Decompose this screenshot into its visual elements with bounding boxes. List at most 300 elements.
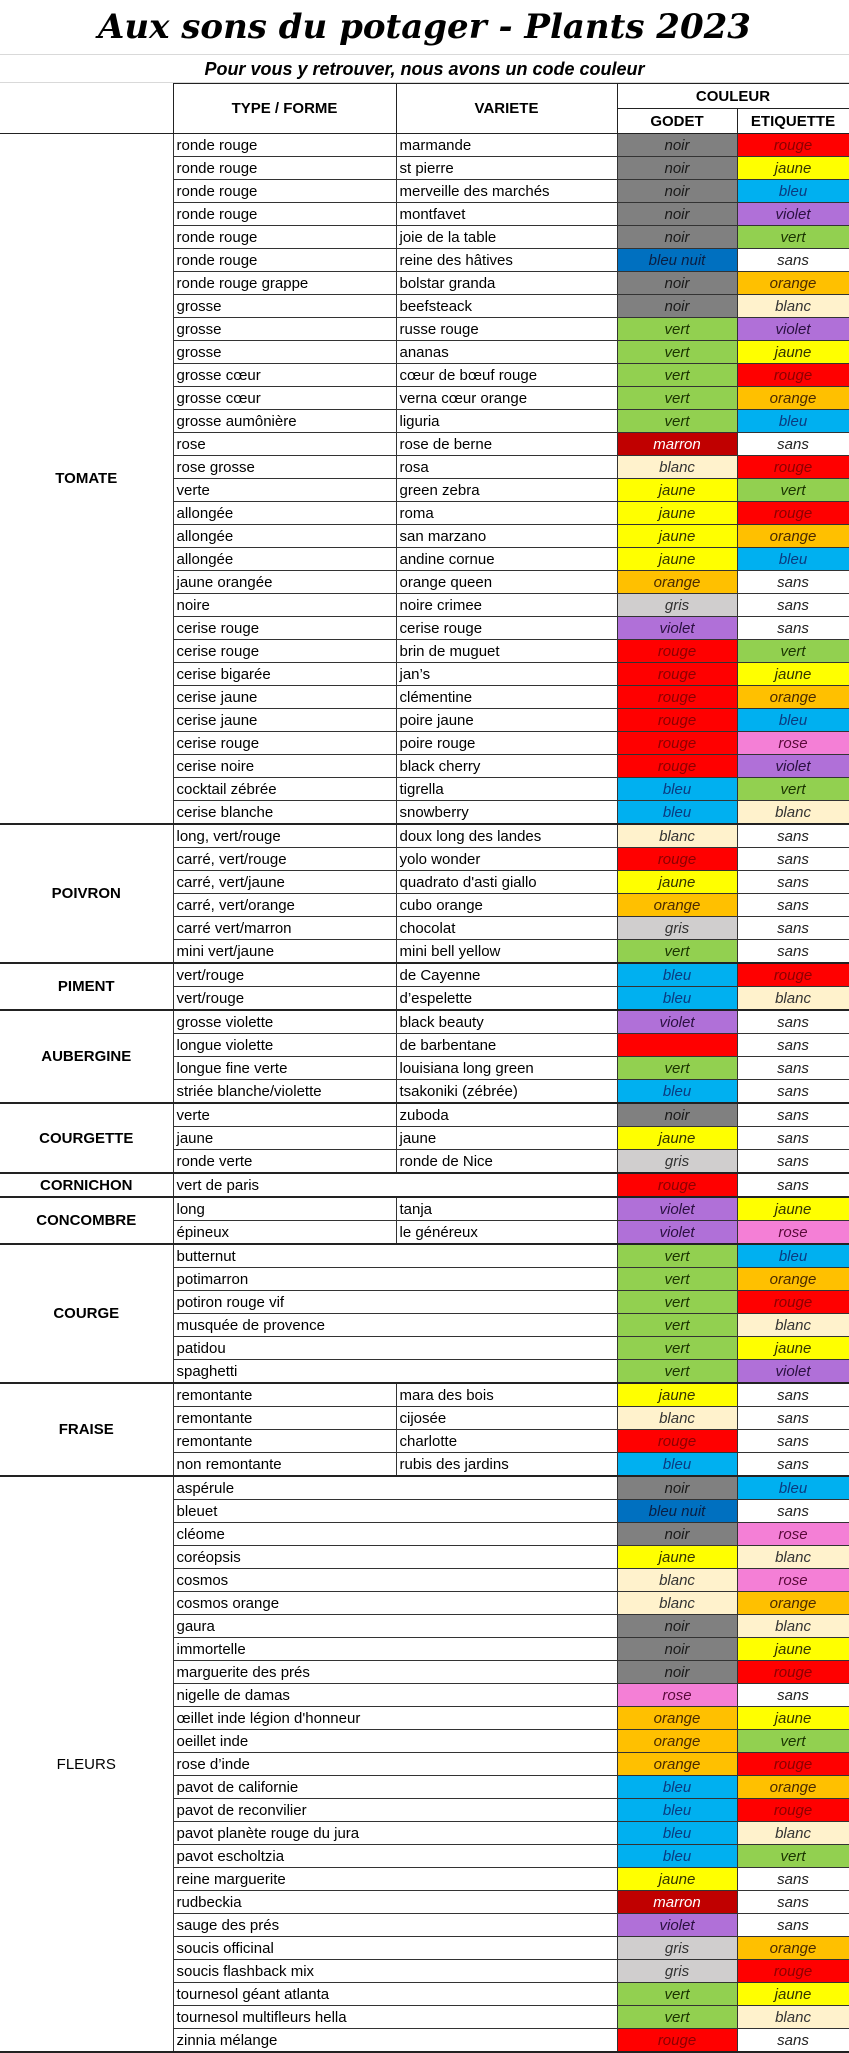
label-color-swatch: rose bbox=[737, 1523, 849, 1546]
label-color-swatch: orange bbox=[737, 272, 849, 295]
label-color-swatch: blanc bbox=[737, 1615, 849, 1638]
label-color-swatch: bleu bbox=[737, 1244, 849, 1268]
label-color-swatch: vert bbox=[737, 1730, 849, 1753]
pot-color-swatch: noir bbox=[617, 134, 737, 157]
label-color-swatch: blanc bbox=[737, 2006, 849, 2029]
label-color-swatch: rouge bbox=[737, 456, 849, 479]
label-color-swatch: sans bbox=[737, 871, 849, 894]
variety-cell: rubis des jardins bbox=[396, 1453, 617, 1477]
variety-cell: mara des bois bbox=[396, 1383, 617, 1407]
label-color-swatch: sans bbox=[737, 571, 849, 594]
type-cell: cocktail zébrée bbox=[173, 778, 396, 801]
pot-color-swatch: noir bbox=[617, 226, 737, 249]
variety-cell: clémentine bbox=[396, 686, 617, 709]
table-row bbox=[0, 1244, 849, 1268]
type-cell: rose grosse bbox=[173, 456, 396, 479]
pot-color-swatch: bleu bbox=[617, 1799, 737, 1822]
type-cell: cerise noire bbox=[173, 755, 396, 778]
type-cell: striée blanche/violette bbox=[173, 1080, 396, 1104]
variety-cell: marmande bbox=[396, 134, 617, 157]
variety-cell: roma bbox=[396, 502, 617, 525]
type-cell: carré, vert/orange bbox=[173, 894, 396, 917]
label-color-swatch: sans bbox=[737, 594, 849, 617]
pot-color-swatch: blanc bbox=[617, 1569, 737, 1592]
variety-cell: zuboda bbox=[396, 1103, 617, 1127]
type-cell: rudbeckia bbox=[173, 1891, 617, 1914]
type-cell: grosse violette bbox=[173, 1010, 396, 1034]
variety-cell: black cherry bbox=[396, 755, 617, 778]
label-color-swatch: violet bbox=[737, 203, 849, 226]
variety-cell: yolo wonder bbox=[396, 848, 617, 871]
variety-cell: liguria bbox=[396, 410, 617, 433]
type-cell: vert de paris bbox=[173, 1173, 617, 1197]
type-cell: épineux bbox=[173, 1221, 396, 1245]
variety-cell: black beauty bbox=[396, 1010, 617, 1034]
variety-cell: le généreux bbox=[396, 1221, 617, 1245]
type-cell: noire bbox=[173, 594, 396, 617]
table-row bbox=[0, 824, 849, 848]
type-cell: spaghetti bbox=[173, 1360, 617, 1384]
label-color-swatch: jaune bbox=[737, 1707, 849, 1730]
type-cell: long bbox=[173, 1197, 396, 1221]
pot-color-swatch: orange bbox=[617, 1730, 737, 1753]
table-row bbox=[0, 1103, 849, 1127]
pot-color-swatch: noir bbox=[617, 1103, 737, 1127]
pot-color-swatch: vert bbox=[617, 1057, 737, 1080]
type-cell: tournesol géant atlanta bbox=[173, 1983, 617, 2006]
label-color-swatch: rose bbox=[737, 732, 849, 755]
variety-cell: charlotte bbox=[396, 1430, 617, 1453]
pot-color-swatch: bleu bbox=[617, 778, 737, 801]
label-color-swatch: sans bbox=[737, 1868, 849, 1891]
type-cell: mini vert/jaune bbox=[173, 940, 396, 964]
type-cell: sauge des prés bbox=[173, 1914, 617, 1937]
variety-cell: st pierre bbox=[396, 157, 617, 180]
label-color-swatch: rose bbox=[737, 1569, 849, 1592]
pot-color-swatch: bleu nuit bbox=[617, 1500, 737, 1523]
label-color-swatch: blanc bbox=[737, 1314, 849, 1337]
label-color-swatch: orange bbox=[737, 1268, 849, 1291]
pot-color-swatch: vert bbox=[617, 341, 737, 364]
pot-color-swatch: blanc bbox=[617, 1407, 737, 1430]
variety-cell: doux long des landes bbox=[396, 824, 617, 848]
variety-cell: cœur de bœuf rouge bbox=[396, 364, 617, 387]
pot-color-swatch: blanc bbox=[617, 824, 737, 848]
pot-color-swatch: orange bbox=[617, 571, 737, 594]
pot-color-swatch: rouge bbox=[617, 1173, 737, 1197]
label-color-swatch: bleu bbox=[737, 410, 849, 433]
type-cell: vert/rouge bbox=[173, 963, 396, 987]
variety-cell: ronde de Nice bbox=[396, 1150, 617, 1174]
type-cell: oeillet inde bbox=[173, 1730, 617, 1753]
type-cell: remontante bbox=[173, 1383, 396, 1407]
type-cell: rose d’inde bbox=[173, 1753, 617, 1776]
pot-color-swatch: vert bbox=[617, 1268, 737, 1291]
pot-color-swatch: vert bbox=[617, 318, 737, 341]
variety-cell: jaune bbox=[396, 1127, 617, 1150]
type-cell: aspérule bbox=[173, 1476, 617, 1500]
pot-color-swatch: orange bbox=[617, 1707, 737, 1730]
pot-color-swatch: violet bbox=[617, 1197, 737, 1221]
pot-color-swatch: vert bbox=[617, 1983, 737, 2006]
variety-cell: verna cœur orange bbox=[396, 387, 617, 410]
label-color-swatch: sans bbox=[737, 1010, 849, 1034]
label-color-swatch: jaune bbox=[737, 1638, 849, 1661]
color-header: COULEUR bbox=[617, 84, 849, 109]
pot-color-swatch: violet bbox=[617, 1914, 737, 1937]
type-cell: pavot de californie bbox=[173, 1776, 617, 1799]
label-color-swatch: orange bbox=[737, 387, 849, 410]
label-color-swatch: violet bbox=[737, 1360, 849, 1384]
label-color-swatch: jaune bbox=[737, 1337, 849, 1360]
type-cell: immortelle bbox=[173, 1638, 617, 1661]
type-cell: allongée bbox=[173, 525, 396, 548]
type-cell: bleuet bbox=[173, 1500, 617, 1523]
label-color-swatch: rouge bbox=[737, 963, 849, 987]
variety-cell: de barbentane bbox=[396, 1034, 617, 1057]
type-cell: tournesol multifleurs hella bbox=[173, 2006, 617, 2029]
pot-color-swatch: jaune bbox=[617, 1127, 737, 1150]
variety-cell: cijosée bbox=[396, 1407, 617, 1430]
label-color-swatch: blanc bbox=[737, 1546, 849, 1569]
variety-cell: brin de muguet bbox=[396, 640, 617, 663]
label-color-swatch: orange bbox=[737, 686, 849, 709]
label-color-swatch: sans bbox=[737, 249, 849, 272]
type-cell: jaune bbox=[173, 1127, 396, 1150]
label-color-swatch: sans bbox=[737, 1080, 849, 1104]
pot-color-swatch: violet bbox=[617, 1221, 737, 1245]
pot-color-swatch: bleu bbox=[617, 1453, 737, 1477]
category-label: FRAISE bbox=[0, 1383, 173, 1476]
pot-color-swatch: jaune bbox=[617, 1546, 737, 1569]
pot-color-swatch: jaune bbox=[617, 548, 737, 571]
variety-cell: tigrella bbox=[396, 778, 617, 801]
label-color-swatch: sans bbox=[737, 917, 849, 940]
type-cell: carré, vert/jaune bbox=[173, 871, 396, 894]
type-cell: musquée de provence bbox=[173, 1314, 617, 1337]
pot-color-swatch: rouge bbox=[617, 732, 737, 755]
type-cell: grosse aumônière bbox=[173, 410, 396, 433]
type-cell: long, vert/rouge bbox=[173, 824, 396, 848]
category-label: COURGETTE bbox=[0, 1103, 173, 1173]
pot-color-swatch: vert bbox=[617, 2006, 737, 2029]
variety-cell: cubo orange bbox=[396, 894, 617, 917]
table-row bbox=[0, 1476, 849, 1500]
pot-color-swatch: gris bbox=[617, 1937, 737, 1960]
variety-cell: joie de la table bbox=[396, 226, 617, 249]
pot-color-swatch: rouge bbox=[617, 848, 737, 871]
pot-color-swatch: blanc bbox=[617, 456, 737, 479]
category-label: COURGE bbox=[0, 1244, 173, 1383]
variety-cell: merveille des marchés bbox=[396, 180, 617, 203]
type-cell: reine marguerite bbox=[173, 1868, 617, 1891]
type-cell: ronde rouge bbox=[173, 134, 396, 157]
label-color-swatch: sans bbox=[737, 1430, 849, 1453]
label-color-swatch: sans bbox=[737, 1407, 849, 1430]
type-cell: cerise rouge bbox=[173, 640, 396, 663]
label-color-swatch: blanc bbox=[737, 801, 849, 825]
variety-cell: snowberry bbox=[396, 801, 617, 825]
label-color-swatch: violet bbox=[737, 318, 849, 341]
type-cell: potiron rouge vif bbox=[173, 1291, 617, 1314]
pot-color-swatch: rouge bbox=[617, 709, 737, 732]
pot-color-swatch: bleu bbox=[617, 987, 737, 1011]
type-header: TYPE / FORME bbox=[173, 84, 396, 134]
label-color-swatch: sans bbox=[737, 824, 849, 848]
pot-color-swatch: blanc bbox=[617, 1592, 737, 1615]
type-cell: patidou bbox=[173, 1337, 617, 1360]
label-color-swatch: jaune bbox=[737, 1983, 849, 2006]
pot-color-swatch: jaune bbox=[617, 525, 737, 548]
type-cell: grosse bbox=[173, 341, 396, 364]
label-color-swatch: sans bbox=[737, 1057, 849, 1080]
category-label: AUBERGINE bbox=[0, 1010, 173, 1103]
variety-cell: quadrato d'asti giallo bbox=[396, 871, 617, 894]
label-color-swatch: violet bbox=[737, 755, 849, 778]
table-body bbox=[0, 134, 849, 2053]
pot-color-swatch: violet bbox=[617, 1010, 737, 1034]
variety-cell: tanja bbox=[396, 1197, 617, 1221]
variety-cell: d’espelette bbox=[396, 987, 617, 1011]
variety-cell: russe rouge bbox=[396, 318, 617, 341]
pot-color-swatch: bleu bbox=[617, 1080, 737, 1104]
type-cell: cerise jaune bbox=[173, 686, 396, 709]
pot-color-swatch: noir bbox=[617, 295, 737, 318]
label-color-swatch: blanc bbox=[737, 1822, 849, 1845]
category-label: CORNICHON bbox=[0, 1173, 173, 1197]
pot-color-swatch: noir bbox=[617, 1661, 737, 1684]
pot-color-swatch: jaune bbox=[617, 479, 737, 502]
type-cell: potimarron bbox=[173, 1268, 617, 1291]
label-color-swatch: sans bbox=[737, 894, 849, 917]
type-cell: pavot planète rouge du jura bbox=[173, 1822, 617, 1845]
label-color-swatch: rouge bbox=[737, 1960, 849, 1983]
label-color-swatch: rouge bbox=[737, 1753, 849, 1776]
variety-cell: green zebra bbox=[396, 479, 617, 502]
pot-color-swatch: vert bbox=[617, 1314, 737, 1337]
label-color-swatch: rouge bbox=[737, 1291, 849, 1314]
pot-color-swatch: jaune bbox=[617, 871, 737, 894]
type-cell: ronde verte bbox=[173, 1150, 396, 1174]
type-cell: remontante bbox=[173, 1430, 396, 1453]
variety-cell: chocolat bbox=[396, 917, 617, 940]
label-color-swatch: bleu bbox=[737, 1476, 849, 1500]
label-color-swatch: sans bbox=[737, 2029, 849, 2053]
pot-color-swatch: violet bbox=[617, 617, 737, 640]
type-cell: pavot de reconvilier bbox=[173, 1799, 617, 1822]
label-color-swatch: sans bbox=[737, 1383, 849, 1407]
table-row bbox=[0, 1173, 849, 1197]
type-cell: cerise bigarée bbox=[173, 663, 396, 686]
type-cell: coréopsis bbox=[173, 1546, 617, 1569]
pot-color-swatch: noir bbox=[617, 180, 737, 203]
label-color-swatch: vert bbox=[737, 778, 849, 801]
pot-color-swatch: noir bbox=[617, 1615, 737, 1638]
label-color-swatch: jaune bbox=[737, 157, 849, 180]
type-cell: cerise rouge bbox=[173, 617, 396, 640]
type-cell: cerise jaune bbox=[173, 709, 396, 732]
type-cell: longue fine verte bbox=[173, 1057, 396, 1080]
label-color-swatch: sans bbox=[737, 940, 849, 964]
type-cell: grosse bbox=[173, 295, 396, 318]
label-color-swatch: blanc bbox=[737, 295, 849, 318]
label-color-swatch: sans bbox=[737, 1150, 849, 1174]
type-cell: cerise rouge bbox=[173, 732, 396, 755]
pot-color-swatch: vert bbox=[617, 1360, 737, 1384]
table-row bbox=[0, 1383, 849, 1407]
type-cell: grosse cœur bbox=[173, 364, 396, 387]
category-header bbox=[0, 84, 173, 134]
label-color-swatch: vert bbox=[737, 640, 849, 663]
type-cell: rose bbox=[173, 433, 396, 456]
pot-color-swatch: rouge bbox=[617, 1430, 737, 1453]
pot-color-swatch: gris bbox=[617, 917, 737, 940]
label-color-swatch: sans bbox=[737, 1103, 849, 1127]
type-cell: cosmos orange bbox=[173, 1592, 617, 1615]
pot-color-swatch: gris bbox=[617, 1150, 737, 1174]
type-cell: cerise blanche bbox=[173, 801, 396, 825]
pot-color-swatch: bleu bbox=[617, 801, 737, 825]
label-color-swatch: sans bbox=[737, 617, 849, 640]
variety-cell: reine des hâtives bbox=[396, 249, 617, 272]
type-cell: soucis flashback mix bbox=[173, 1960, 617, 1983]
label-color-swatch: sans bbox=[737, 1891, 849, 1914]
category-label: CONCOMBRE bbox=[0, 1197, 173, 1244]
type-cell: ronde rouge bbox=[173, 157, 396, 180]
label-color-swatch: jaune bbox=[737, 663, 849, 686]
variety-cell: noire crimee bbox=[396, 594, 617, 617]
variety-cell: cerise rouge bbox=[396, 617, 617, 640]
pot-color-swatch: marron bbox=[617, 433, 737, 456]
type-cell: remontante bbox=[173, 1407, 396, 1430]
label-color-swatch: sans bbox=[737, 1684, 849, 1707]
label-color-swatch: vert bbox=[737, 479, 849, 502]
page-subtitle: Pour vous y retrouver, nous avons un code couleur bbox=[0, 55, 849, 83]
pot-color-swatch bbox=[617, 1034, 737, 1057]
pot-color-swatch: noir bbox=[617, 272, 737, 295]
type-cell: allongée bbox=[173, 548, 396, 571]
pot-color-swatch: vert bbox=[617, 387, 737, 410]
type-cell: gaura bbox=[173, 1615, 617, 1638]
variety-cell: rose de berne bbox=[396, 433, 617, 456]
label-color-swatch: orange bbox=[737, 1937, 849, 1960]
label-color-swatch: rose bbox=[737, 1221, 849, 1245]
label-color-swatch: rouge bbox=[737, 502, 849, 525]
label-color-swatch: sans bbox=[737, 1034, 849, 1057]
pot-color-swatch: rouge bbox=[617, 755, 737, 778]
variety-cell: montfavet bbox=[396, 203, 617, 226]
type-cell: cléome bbox=[173, 1523, 617, 1546]
type-cell: jaune orangée bbox=[173, 571, 396, 594]
type-cell: soucis officinal bbox=[173, 1937, 617, 1960]
category-label: POIVRON bbox=[0, 824, 173, 963]
label-color-swatch: rouge bbox=[737, 1661, 849, 1684]
pot-color-swatch: vert bbox=[617, 1337, 737, 1360]
label-color-swatch: rouge bbox=[737, 134, 849, 157]
label-color-swatch: bleu bbox=[737, 709, 849, 732]
pot-color-swatch: noir bbox=[617, 1523, 737, 1546]
label-color-swatch: sans bbox=[737, 1500, 849, 1523]
variety-cell: beefsteack bbox=[396, 295, 617, 318]
label-color-swatch: jaune bbox=[737, 341, 849, 364]
type-cell: verte bbox=[173, 479, 396, 502]
table-row bbox=[0, 1010, 849, 1034]
type-cell: vert/rouge bbox=[173, 987, 396, 1011]
label-color-swatch: orange bbox=[737, 1776, 849, 1799]
type-cell: nigelle de damas bbox=[173, 1684, 617, 1707]
type-cell: zinnia mélange bbox=[173, 2029, 617, 2053]
type-cell: pavot escholtzia bbox=[173, 1845, 617, 1868]
label-color-swatch: sans bbox=[737, 1173, 849, 1197]
pot-color-swatch: bleu bbox=[617, 1822, 737, 1845]
label-color-swatch: orange bbox=[737, 1592, 849, 1615]
category-label: TOMATE bbox=[0, 134, 173, 825]
type-cell: carré vert/marron bbox=[173, 917, 396, 940]
type-cell: longue violette bbox=[173, 1034, 396, 1057]
variety-cell: san marzano bbox=[396, 525, 617, 548]
label-color-swatch: bleu bbox=[737, 180, 849, 203]
type-cell: ronde rouge bbox=[173, 180, 396, 203]
pot-color-swatch: rouge bbox=[617, 663, 737, 686]
label-color-swatch: sans bbox=[737, 433, 849, 456]
type-cell: œillet inde légion d'honneur bbox=[173, 1707, 617, 1730]
pot-color-swatch: bleu nuit bbox=[617, 249, 737, 272]
pot-color-swatch: orange bbox=[617, 894, 737, 917]
variety-cell: de Cayenne bbox=[396, 963, 617, 987]
variety-cell: bolstar granda bbox=[396, 272, 617, 295]
label-color-swatch: sans bbox=[737, 1453, 849, 1477]
pot-color-swatch: bleu bbox=[617, 1845, 737, 1868]
pot-color-swatch: rouge bbox=[617, 686, 737, 709]
pot-color-swatch: orange bbox=[617, 1753, 737, 1776]
pot-color-swatch: bleu bbox=[617, 1776, 737, 1799]
variety-cell: jan’s bbox=[396, 663, 617, 686]
variety-cell: andine cornue bbox=[396, 548, 617, 571]
pot-color-swatch: rouge bbox=[617, 2029, 737, 2053]
type-cell: grosse cœur bbox=[173, 387, 396, 410]
variety-cell: orange queen bbox=[396, 571, 617, 594]
pot-color-swatch: vert bbox=[617, 940, 737, 964]
type-cell: grosse bbox=[173, 318, 396, 341]
type-cell: ronde rouge bbox=[173, 249, 396, 272]
pot-color-swatch: vert bbox=[617, 410, 737, 433]
label-color-swatch: jaune bbox=[737, 1197, 849, 1221]
type-cell: ronde rouge grappe bbox=[173, 272, 396, 295]
variety-cell: louisiana long green bbox=[396, 1057, 617, 1080]
variety-cell: poire jaune bbox=[396, 709, 617, 732]
pot-color-swatch: noir bbox=[617, 157, 737, 180]
pot-color-swatch: marron bbox=[617, 1891, 737, 1914]
pot-color-swatch: gris bbox=[617, 594, 737, 617]
pot-color-swatch: jaune bbox=[617, 502, 737, 525]
variety-cell: poire rouge bbox=[396, 732, 617, 755]
pot-color-swatch: noir bbox=[617, 1638, 737, 1661]
label-color-header: ETIQUETTE bbox=[737, 109, 849, 134]
label-color-swatch: blanc bbox=[737, 987, 849, 1011]
pot-color-swatch: jaune bbox=[617, 1383, 737, 1407]
variety-cell: tsakoniki (zébrée) bbox=[396, 1080, 617, 1104]
type-cell: non remontante bbox=[173, 1453, 396, 1477]
pot-color-swatch: vert bbox=[617, 364, 737, 387]
pot-color-swatch: vert bbox=[617, 1291, 737, 1314]
table-row bbox=[0, 134, 849, 157]
label-color-swatch: sans bbox=[737, 1127, 849, 1150]
table-row bbox=[0, 963, 849, 987]
label-color-swatch: sans bbox=[737, 1914, 849, 1937]
table-row bbox=[0, 1197, 849, 1221]
variety-header: VARIETE bbox=[396, 84, 617, 134]
type-cell: ronde rouge bbox=[173, 203, 396, 226]
